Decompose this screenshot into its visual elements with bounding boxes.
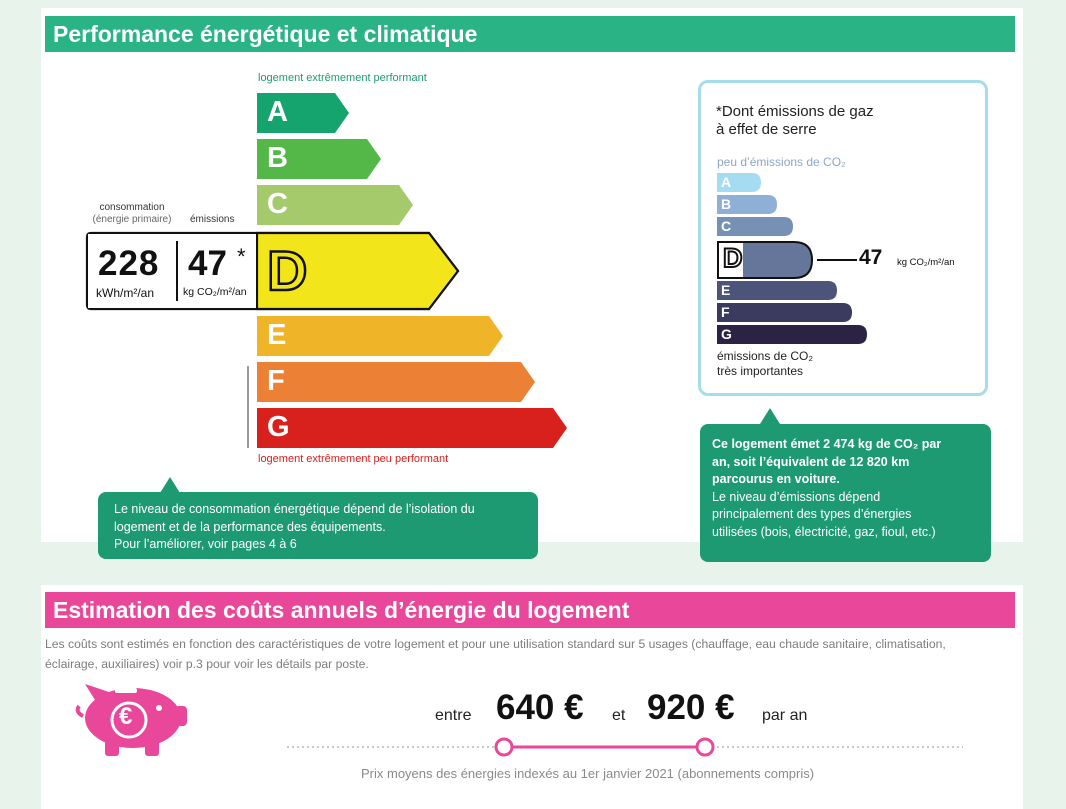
consumption-callout-line2: logement et de la performance des équipements. <box>114 519 386 534</box>
performance-header: Performance énergétique et climatique <box>45 16 1015 52</box>
co2-class-bar-f <box>717 303 852 322</box>
current-class-letter: D <box>267 239 308 302</box>
callout-pointer <box>160 477 180 493</box>
consumption-callout-line3: Pour l’améliorer, voir pages 4 à 6 <box>114 537 297 551</box>
emissions-unit: kg CO₂/m²/an <box>183 286 247 298</box>
energy-class-bar-b <box>257 139 381 179</box>
co2-class-bar-a <box>717 173 761 192</box>
co2-class-bar-c <box>717 217 793 236</box>
cost-footnote: Prix moyens des énergies indexés au 1er janvier 2021 (abonnements compris) <box>361 766 815 781</box>
co2-callout-line5: principalement des types d’énergies <box>712 507 912 521</box>
energy-class-bar-g <box>257 408 567 448</box>
consumption-unit: kWh/m²/an <box>96 286 155 300</box>
co2-class-bar-b <box>717 195 777 214</box>
co2-class-letter-a: A <box>721 174 732 190</box>
consumption-label-main: consommation <box>99 202 165 213</box>
emissions-label: émissions <box>190 214 235 225</box>
energy-class-letter-c: C <box>267 188 288 220</box>
energy-class-bar-c <box>257 185 413 225</box>
costs-description-line2: éclairage, auxiliaires) voir p.3 pour voir les détails par poste. <box>45 657 369 671</box>
co2-callout-pointer <box>760 408 780 424</box>
cost-min: 640 € <box>496 688 584 727</box>
co2-callout-line3: parcourus en voiture. <box>712 472 840 486</box>
energy-class-letter-g: G <box>267 411 290 443</box>
energy-class-letter-f: F <box>267 365 285 397</box>
co2-title <box>716 103 874 139</box>
scale-divider <box>247 366 249 448</box>
cost-and-label: et <box>612 707 626 724</box>
co2-callout-line4: Le niveau d’émissions dépend <box>712 489 881 504</box>
energy-class-letter-e: E <box>267 319 287 351</box>
emissions-asterisk: * <box>237 244 246 269</box>
co2-callout-line1: Ce logement émet 2 474 kg de CO₂ par <box>712 437 942 451</box>
costs-description <box>45 634 1020 674</box>
co2-bottom-label-line1: émissions de CO₂ <box>717 349 814 363</box>
energy-class-bar-e <box>257 316 503 356</box>
consumption-label-sub: (énergie primaire) <box>92 214 172 225</box>
energy-class-bar-f <box>257 362 535 402</box>
energy-class-letter-a: A <box>267 96 288 128</box>
co2-class-letter-e: E <box>721 282 731 298</box>
costs-header: Estimation des coûts annuels d’énergie du logement <box>45 592 1015 628</box>
co2-callout <box>700 424 991 562</box>
co2-class-letter-b: B <box>721 196 732 212</box>
cost-per-year-label: par an <box>762 707 808 724</box>
co2-callout-line2: an, soit l’équivalent de 12 820 km <box>712 454 910 469</box>
co2-top-label: peu d’émissions de CO₂ <box>717 155 846 169</box>
co2-callout-line6: utilisées (bois, électricité, gaz, fioul, etc.) <box>712 524 936 539</box>
consumption-value: 228 <box>98 244 160 283</box>
cost-between-label: entre <box>435 707 472 724</box>
co2-class-letter-g: G <box>721 326 732 342</box>
emissions-value: 47 <box>188 244 227 283</box>
co2-bottom-label <box>717 349 813 379</box>
co2-value: 47 <box>859 246 883 269</box>
costs-description-line1: Les coûts sont estimés en fonction des caractéristiques de votre logement et pour une utilisation standard sur 5 usages (chauffage, eau chaude sanitaire, climatisation, <box>45 637 946 651</box>
consumption-callout <box>98 492 538 559</box>
co2-class-letter-f: F <box>721 304 730 320</box>
consumption-callout-line1: Le niveau de consommation énergétique dépend de l’isolation du <box>114 502 475 516</box>
co2-title-line1: *Dont émissions de gaz <box>716 103 874 120</box>
top-performance-label: logement extrêmement performant <box>258 72 427 84</box>
bottom-performance-label: logement extrêmement peu performant <box>258 453 449 465</box>
consumption-label <box>89 202 175 226</box>
co2-unit: kg CO₂/m²/an <box>897 257 955 268</box>
energy-class-letter-b: B <box>267 142 288 174</box>
euro-symbol: € <box>119 703 133 730</box>
co2-current-letter: D <box>723 243 743 273</box>
piggy-bank-icon <box>75 680 190 758</box>
co2-value-connector <box>817 259 857 261</box>
co2-bottom-label-line2: très importantes <box>717 364 804 378</box>
co2-class-bar-g <box>717 325 867 344</box>
co2-title-line2: à effet de serre <box>716 121 817 138</box>
energy-class-bar-a <box>257 93 349 133</box>
cost-range-line <box>285 735 965 759</box>
co2-class-letter-c: C <box>721 218 732 234</box>
co2-class-bar-e <box>717 281 837 300</box>
cost-max: 920 € <box>647 688 735 727</box>
